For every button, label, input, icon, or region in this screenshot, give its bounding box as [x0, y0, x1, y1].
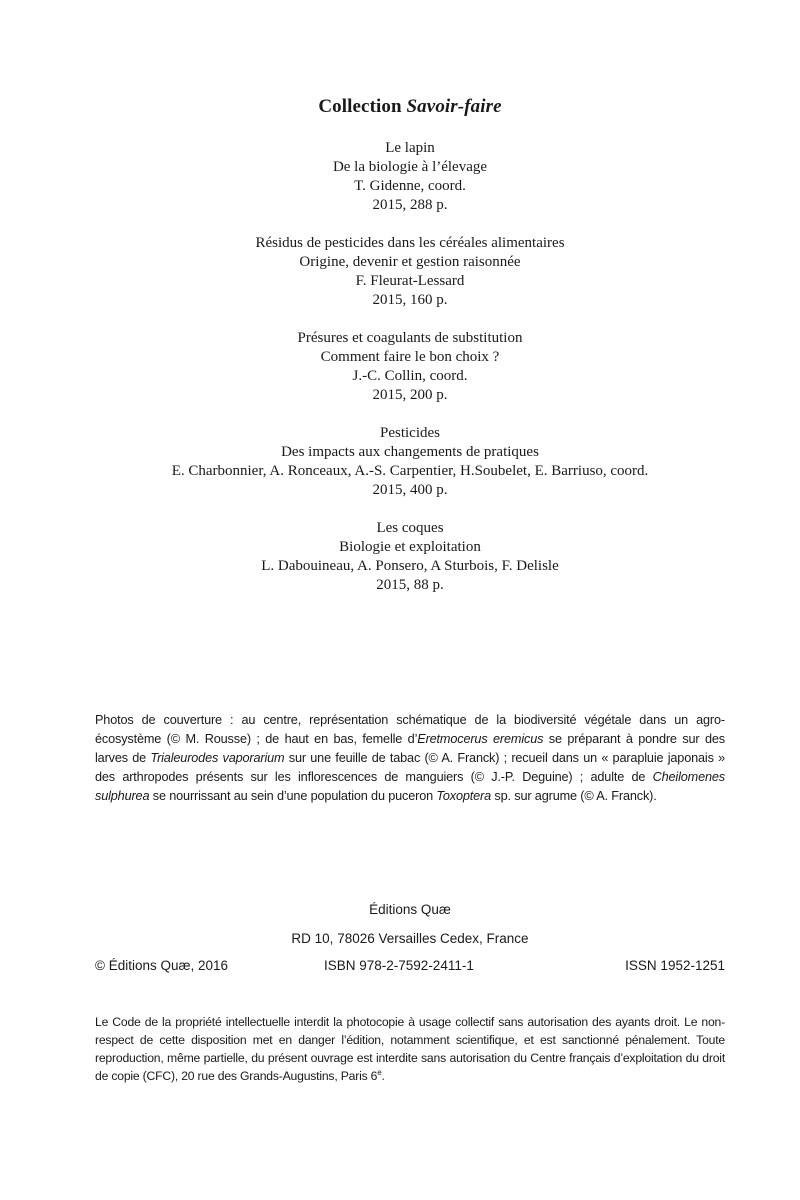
book-entry: [0, 139, 800, 215]
species-name: Toxoptera: [436, 789, 492, 803]
cover-photo-credits: [95, 711, 725, 806]
species-name: Cheilomenes sulphurea: [95, 770, 725, 803]
species-name: Trialeurodes vaporarium: [150, 751, 285, 765]
book-authors: F. Fleurat-Lessard: [355, 273, 465, 289]
credits-text: se préparant à pondre sur des larves de: [95, 732, 725, 765]
book-subtitle: Origine, devenir et gestion raisonnée: [299, 254, 521, 270]
book-list: [0, 139, 800, 614]
book-authors: L. Dabouineau, A. Ponsero, A Sturbois, F. Delisle: [261, 558, 559, 574]
legal-notice-sup: e: [377, 1067, 382, 1077]
book-subtitle: Biologie et exploitation: [339, 539, 481, 555]
book-title: Pesticides: [380, 425, 440, 441]
legal-notice-end: .: [381, 1069, 385, 1083]
collection-name: Savoir-faire: [406, 96, 502, 117]
book-entry: [0, 329, 800, 405]
issn: ISSN 1952-1251: [625, 958, 725, 973]
book-info: 2015, 288 p.: [372, 197, 448, 213]
book-entry: [0, 519, 800, 595]
isbn: ISBN 978-2-7592-2411-1: [324, 958, 474, 973]
book-title: Présures et coagulants de substitution: [297, 330, 523, 346]
collection-title: [0, 96, 800, 118]
credits-text: sur une feuille de tabac (© A. Franck) ; recueil dans un « parapluie japonais » des arthropodes présents sur les inflorescences de manguiers (© J.-P. Deguine) ; adulte de: [95, 751, 725, 784]
credits-text: au centre, représentation schématique de la biodiversité végétale dans un agro-écosystème (© M. Rousse) ; de haut en bas, femelle d’: [95, 713, 725, 746]
book-subtitle: Comment faire le bon choix ?: [320, 349, 500, 365]
credits-text: se nourrissant au sein d’une population du puceron: [149, 789, 437, 803]
book-entry: [0, 424, 800, 500]
book-info: 2015, 200 p.: [372, 387, 448, 403]
publisher-name: Éditions Quæ: [369, 902, 451, 917]
book-info: 2015, 88 p.: [376, 577, 444, 593]
copyright-text: © Éditions Quæ, 2016: [95, 958, 229, 973]
book-title: Les coques: [376, 520, 444, 536]
book-subtitle: De la biologie à l’élevage: [332, 159, 488, 175]
book-info: 2015, 400 p.: [372, 482, 448, 498]
publisher-address: RD 10, 78026 Versailles Cedex, France: [291, 931, 529, 946]
book-authors: J.-C. Collin, coord.: [352, 368, 468, 384]
book-info: 2015, 160 p.: [372, 292, 448, 308]
book-title: Résidus de pesticides dans les céréales alimentaires: [255, 235, 565, 251]
legal-notice: [95, 1013, 725, 1085]
book-authors: T. Gidenne, coord.: [354, 178, 466, 194]
collection-prefix: Collection: [318, 96, 402, 117]
book-subtitle: Des impacts aux changements de pratiques: [281, 444, 539, 460]
book-title: Le lapin: [385, 140, 435, 156]
credits-text: sp. sur agrume (© A. Franck).: [491, 789, 657, 803]
species-name: Eretmocerus eremicus: [417, 732, 544, 746]
legal-notice-text: Le Code de la propriété intellectuelle interdit la photocopie à usage collectif sans autorisation des ayants droit. Le non-respect de cette disposition met en danger l’édition, notamment scientifique, et est sanctionné pénalement. Toute reproduction, même partielle, du présent ouvrage est interdite sans autorisation du Centre français d’exploitation du droit de copie (CFC), 20 rue des Grands-Augustins, Paris 6: [95, 1015, 725, 1083]
book-authors: E. Charbonnier, A. Ronceaux, A.-S. Carpentier, H.Soubelet, E. Barriuso, coord.: [171, 463, 649, 479]
photo-credits-lead: Photos de couverture :: [95, 713, 234, 727]
book-entry: [0, 234, 800, 310]
